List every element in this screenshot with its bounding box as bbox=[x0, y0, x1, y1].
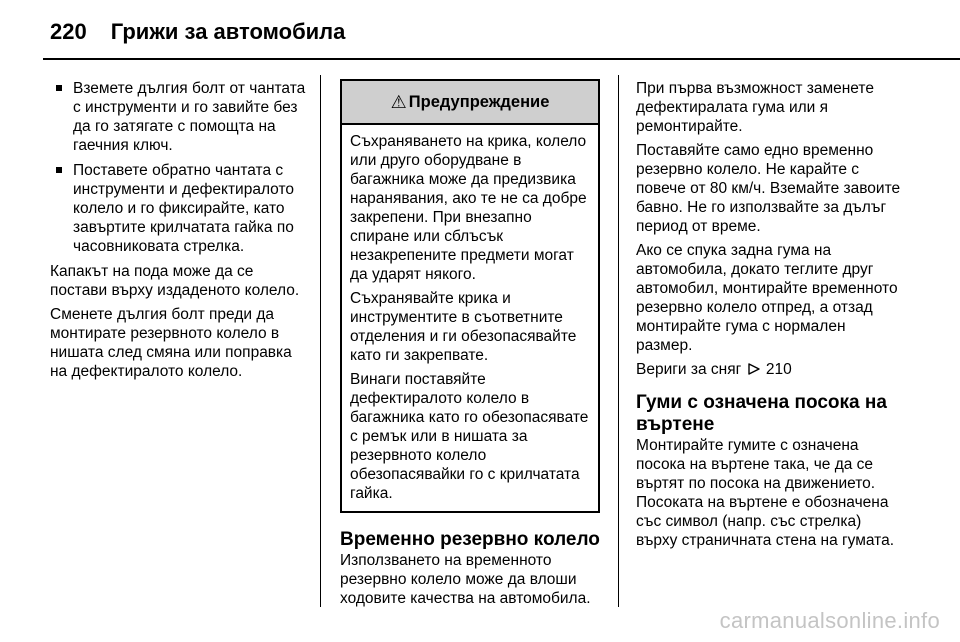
snow-chains-page[interactable]: 210 bbox=[765, 361, 792, 378]
bullet-item: Вземете дългия болт от чантата с инструменти и го завийте без да го затягате с помощта на гаечния ключ. bbox=[50, 79, 312, 155]
page-reference-arrow-icon bbox=[747, 362, 761, 381]
warning-title-bar bbox=[342, 81, 598, 125]
watermark: carmanualsonline.info bbox=[719, 608, 940, 633]
paragraph: Поставяйте само едно временно резервно колело. Не карайте с повече от 80 км/ч. Вземайте завоите бавно. Не го използвайте за дълъг период от време. bbox=[636, 142, 901, 235]
column-divider-1 bbox=[320, 75, 321, 607]
warning-title: Предупреждение bbox=[408, 92, 550, 111]
section-body: Монтирайте гумите с означена посока на въртене така, че да се въртят по посока на движението. Посоката на въртене е обозначена със символ (напр. със стрелка) върху страничната стена на гумата. bbox=[636, 437, 895, 549]
column-2 bbox=[340, 79, 600, 613]
column-1 bbox=[50, 79, 312, 386]
page-header bbox=[50, 14, 345, 50]
page-number: 220 bbox=[50, 19, 87, 44]
header-rule bbox=[43, 58, 960, 60]
bullet-item: Поставете обратно чантата с инструменти и дефектиралото колело и го фиксирайте, като завъртите крилчатата гайка по часовниковата стрелка. bbox=[50, 161, 312, 256]
warning-paragraph: Съхраняването на крика, колело или друго оборудване в багажника може да предизвика наранявания, ако те не са добре закрепени. При внезапно спиране или сблъсък незакрепените предмети могат да ударят някого. bbox=[350, 133, 587, 283]
section-body: Използването на временното резервно колело може да влоши ходовите качества на автомобила. bbox=[340, 552, 591, 607]
paragraph: Ако се спука задна гума на автомобила, докато теглите друг автомобил, монтирайте временното резервно колело отпред, а отзад монтирайте гума с нормален размер. bbox=[636, 242, 898, 354]
section-heading-directional-tyres: Гуми с означена посока на въртене bbox=[636, 392, 887, 435]
snow-chains-label: Вериги за сняг bbox=[636, 361, 742, 378]
snow-chains-reference bbox=[636, 360, 906, 381]
page-title: Грижи за автомобила bbox=[110, 19, 346, 44]
warning-triangle-icon: ⚠ bbox=[390, 91, 407, 112]
warning-paragraph: Винаги поставяйте дефектиралото колело в багажника като го обезопасявате с ремък или в нишата за резервното колело обезопасявайки го с крилчатата гайка. bbox=[350, 371, 589, 502]
column-divider-2 bbox=[618, 75, 619, 607]
paragraph: При първа възможност заменете дефектиралата гума или я ремонтирайте. bbox=[636, 80, 874, 135]
warning-paragraph: Съхранявайте крика и инструментите в съответните отделения и ги обезопасявайте като ги закрепвате. bbox=[350, 290, 577, 364]
warning-body bbox=[342, 125, 598, 511]
paragraph: Сменете дългия болт преди да монтирате резервното колело в нишата след смяна или поправка на дефектиралото колело. bbox=[50, 306, 292, 380]
paragraph: Капакът на пода може да се постави върху издаденото колело. bbox=[50, 263, 300, 299]
section-heading-temporary-spare: Временно резервно колело bbox=[340, 529, 600, 550]
column-3 bbox=[636, 79, 906, 555]
warning-box bbox=[340, 79, 600, 513]
